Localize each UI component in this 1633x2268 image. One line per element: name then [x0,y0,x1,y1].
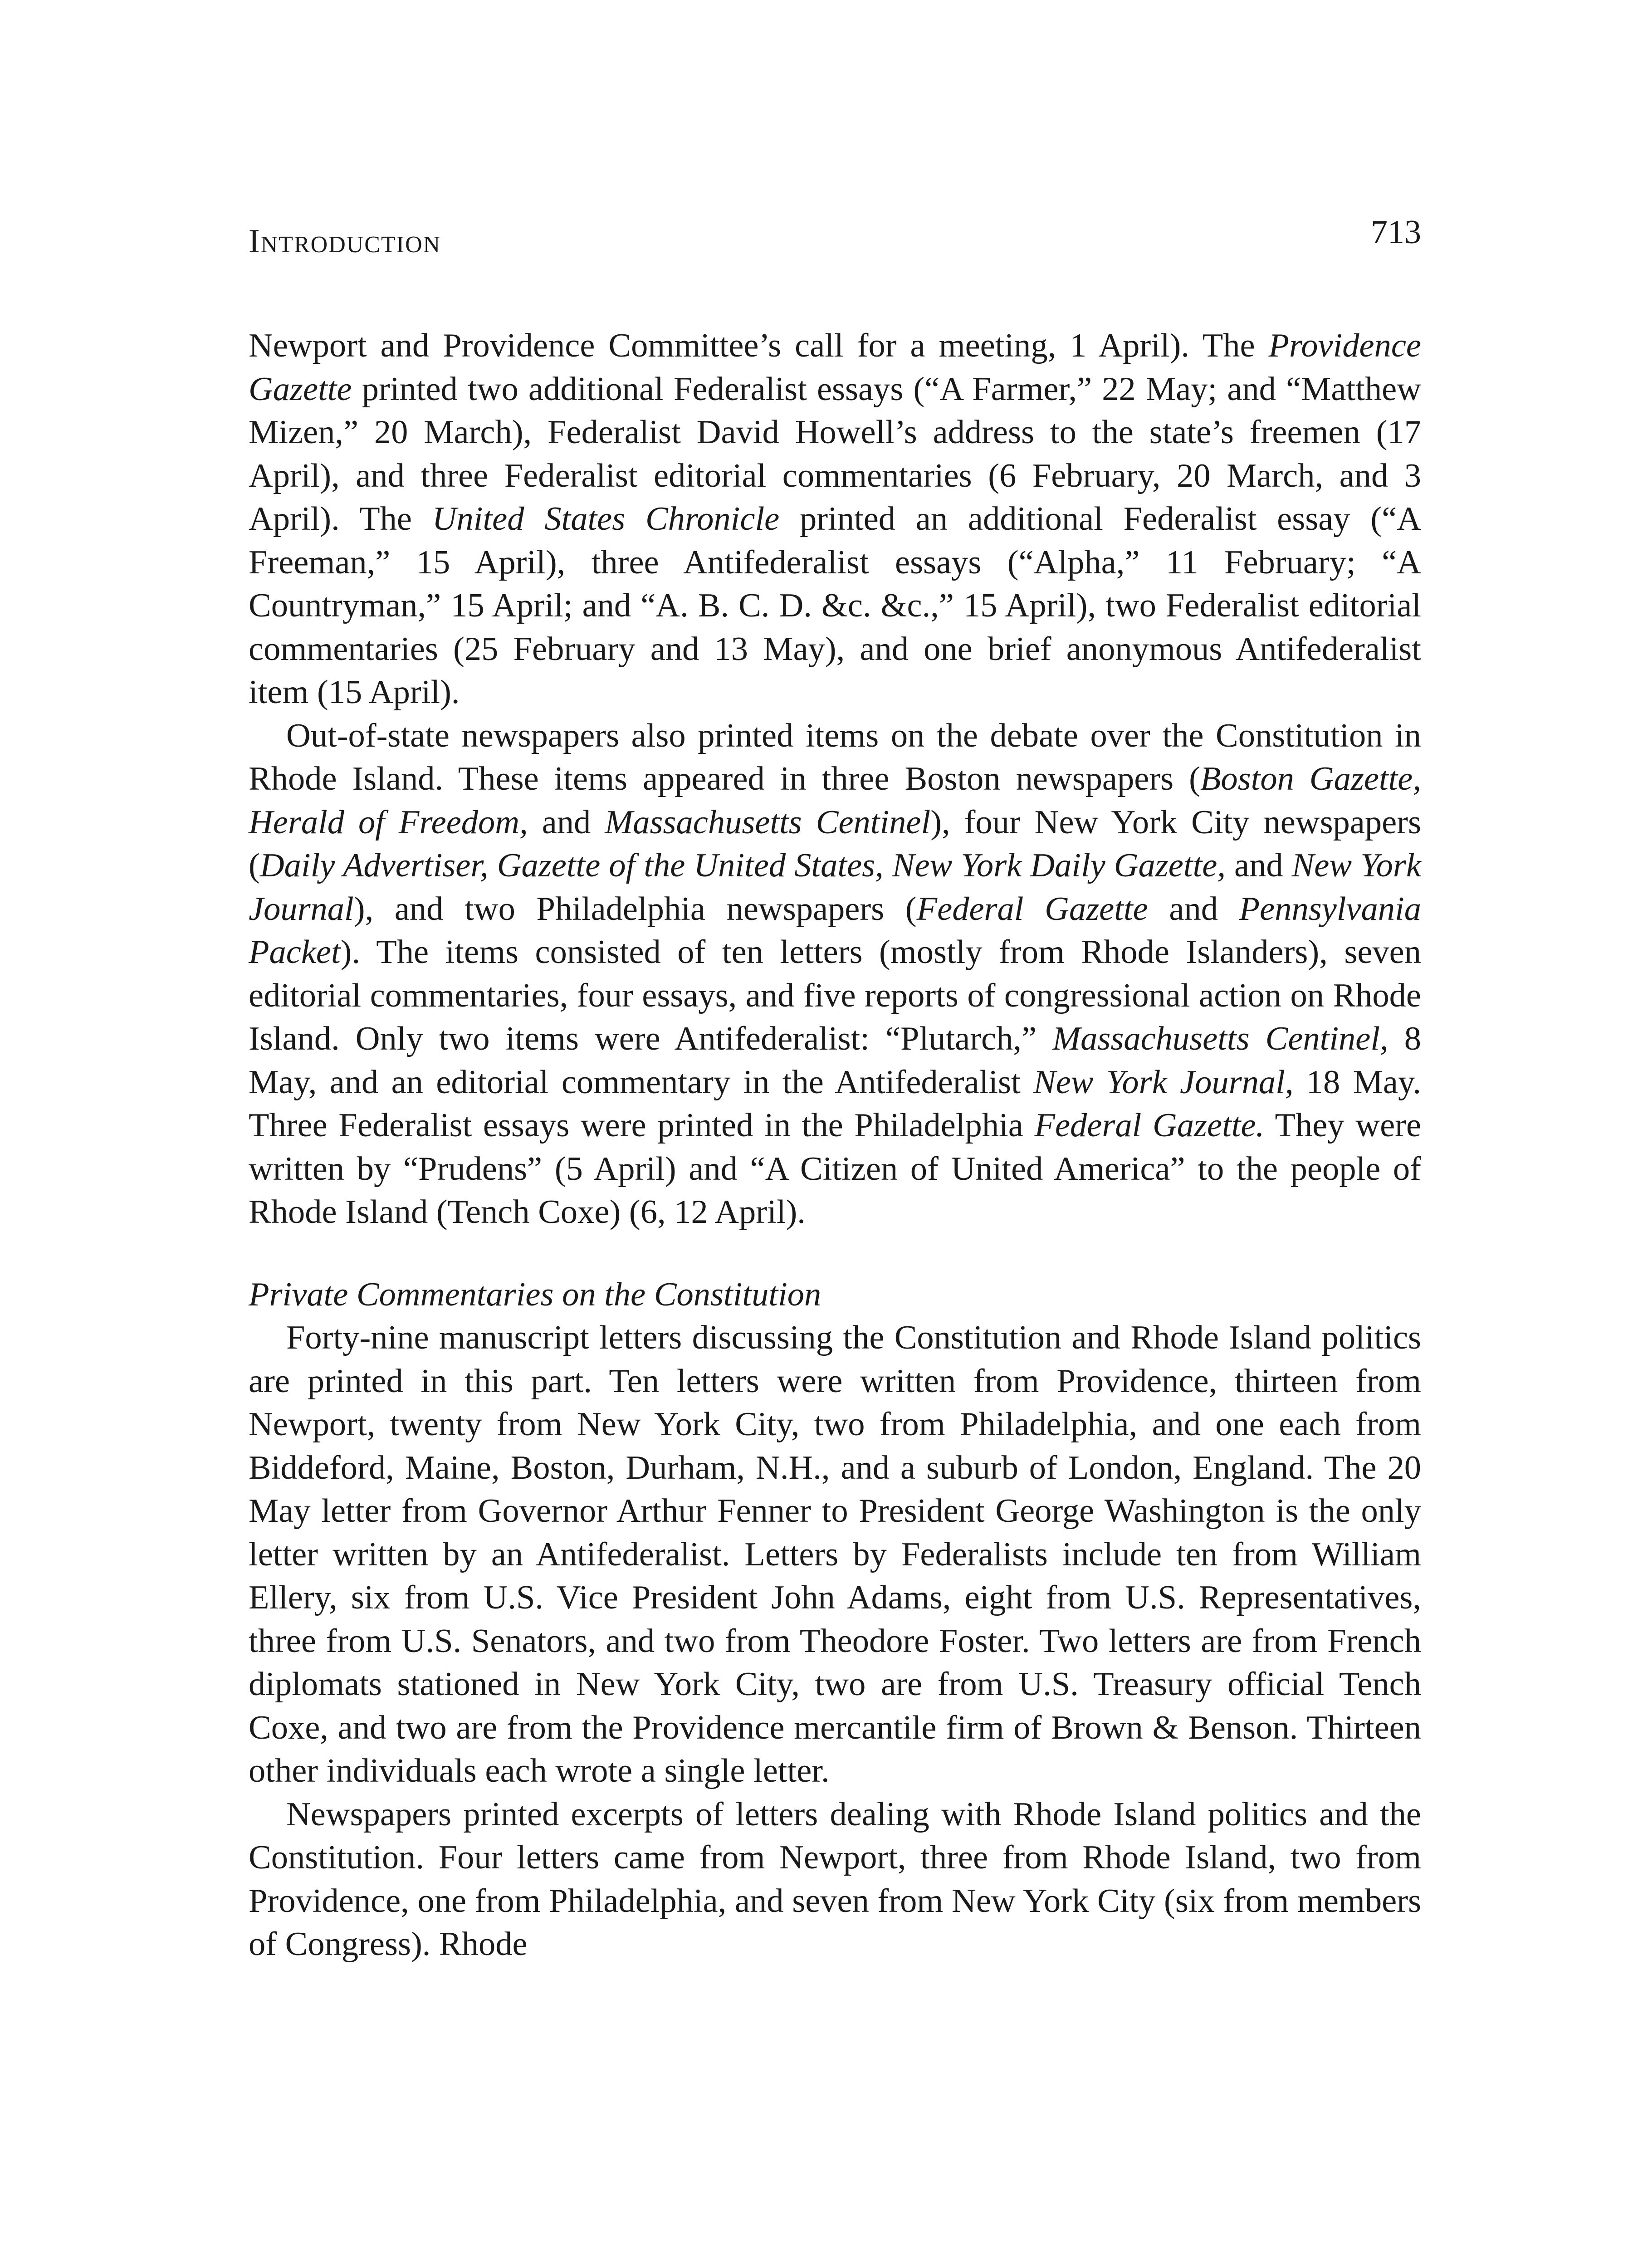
text-run: ). The items consisted of ten letters (mostly from Rhode Islanders), seven editorial commentaries, four essays, and five reports of congressional action on Rhode Island. Only two items were Antifederalist: “Plutarch,” [249,934,1421,1057]
text-run: Out-of-state newspapers also printed items on the debate over the Constitution in Rhode Island. These items appeared in three Boston newspapers ( [249,717,1421,797]
body-text [249,324,1421,1966]
text-run: and [1225,847,1292,884]
paragraph-3: Forty-nine manuscript letters discussing the Constitution and Rhode Island politics are printed in this part. Ten letters were written from Providence, thirteen from Newport, twenty from New York City, two from Philadelphia, and one each from Biddeford, Maine, Boston, Durham, N.H., and a suburb of London, England. The 20 May letter from Governor Arthur Fenner to President George Washington is the only letter written by an Antifederalist. Letters by Federalists include ten from William Ellery, six from U.S. Vice President John Adams, eight from U.S. Representatives, three from U.S. Senators, and two from Theodore Foster. Two letters are from French diplomats stationed in New York City, two are from U.S. Treasury official Tench Coxe, and two are from the Providence mercantile firm of Brown & Benson. Thirteen other individuals each wrote a single letter. [249,1319,1421,1789]
text-run: printed an additional Federalist essay (“A Freeman,” 15 April), three Antifederalist essays (“Alpha,” 11 February; “A Countryman,” 15 April; and “A. B. C. D. &c. &c.,” 15 April), two Federalist editorial commentaries (25 February and 13 May), and one brief anonymous Antifederalist item (15 April). [249,500,1421,711]
paragraph-1 [249,324,1421,714]
text-run: Newport and Providence Committee’s call for a meeting, 1 April). The [249,327,1269,364]
newspaper-title: Massachusetts Centinel, [1052,1020,1389,1057]
text-run: and [1148,890,1239,928]
paragraph-2 [249,714,1421,1234]
newspaper-title: Daily Advertiser, Gazette of the United States, New York Daily Gazette, [259,847,1226,884]
newspaper-title: Federal Gazette [916,890,1148,928]
text-run: printed two additional Federalist essays (“A Farmer,” 22 May; and “Matthew Mizen,” 20 March), Federalist David Howell’s address to the state’s freemen (17 April), and three Federalist editorial commentaries (6 February, 20 March, and 3 April). The [249,370,1421,538]
running-head-title: Introduction [249,223,441,260]
newspaper-title: Federal Gazette. [1034,1107,1265,1144]
text-run: 8 May, and an editorial commentary in the Antifederalist [249,1020,1421,1101]
text-run: and [528,803,605,841]
page [249,213,1421,1966]
newspaper-title: New York Journal, [1033,1063,1294,1101]
paragraph-4: Newspapers printed excerpts of letters dealing with Rhode Island politics and the Constitution. Four letters came from Newport, three from Rhode Island, two from Providence, one from Philadelphia, and seven from New York City (six from members of Congress). Rhode [249,1795,1421,1963]
newspaper-title: Pennsylvania Packet [249,890,1421,971]
text-run: 18 May. Three Federalist essays were printed in the Philadelphia [249,1063,1421,1144]
page-number: 713 [1371,214,1421,251]
text-run: They were written by “Prudens” (5 April) and “A Citizen of United America” to the people of Rhode Island (Tench Coxe) (6, 12 April). [249,1107,1422,1231]
text-run: ), four New York City newspapers ( [249,803,1421,884]
newspaper-title: United States Chronicle [432,500,780,538]
text-run: ), and two Philadelphia newspapers ( [353,890,917,928]
section-heading: Private Commentaries on the Constitution [249,1276,821,1313]
newspaper-title: Massachusetts Centinel [605,803,931,841]
newspaper-title: Boston Gazette, Herald of Freedom, [249,760,1421,841]
newspaper-title: New York Journal [249,847,1421,928]
running-head [249,213,1421,263]
newspaper-title: Providence Gazette [249,327,1421,408]
